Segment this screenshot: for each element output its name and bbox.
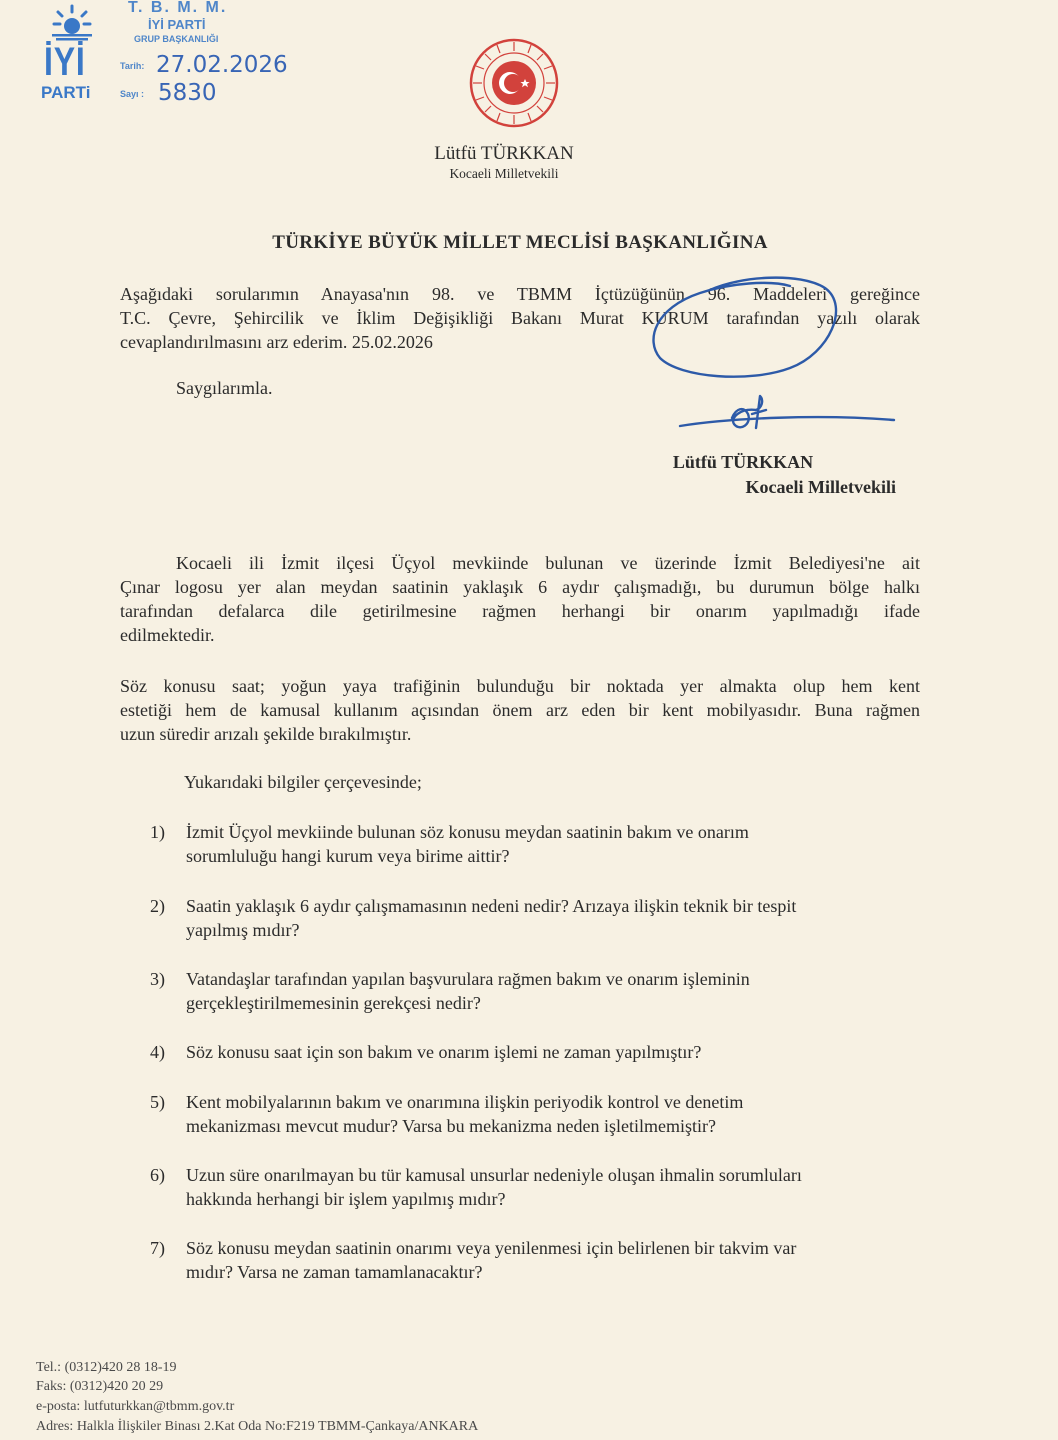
question-text: Vatandaşlar tarafından yapılan başvurulara rağmen bakım ve onarım işleminin — [186, 969, 750, 989]
question-text: Söz konusu saat için son bakım ve onarım işlemi ne zaman yapılmıştır? — [186, 1042, 702, 1062]
body-line: tarafından defalarca dile getirilmesine rağmen herhangi bir onarım yapılmadığı ifade — [120, 601, 920, 621]
question-text: sorumluluğu hangi kurum veya birime aittir? — [186, 846, 510, 866]
header-role: Kocaeli Milletvekili — [449, 166, 559, 181]
body-line: uzun süredir arızalı şekilde bırakılmıştır. — [120, 724, 412, 744]
question-text: Kent mobilyalarının bakım ve onarımına ilişkin periyodik kontrol ve denetim — [186, 1092, 744, 1112]
question-text: Uzun süre onarılmayan bu tür kamusal unsurlar nedeniyle oluşan ihmalin sorumluları — [186, 1165, 802, 1185]
question-text: yapılmış mıdır? — [186, 920, 300, 940]
stamp-date-value: 27.02.2026 — [156, 52, 288, 78]
stamp-tbmm: T. B. M. M. — [128, 0, 228, 16]
body-line: Çınar logosu yer alan meydan saatinin yaklaşık 6 aydır çalışmadığı, bu durumun bölge halkı — [120, 577, 920, 597]
party-logo-subtext: PARTi — [41, 83, 91, 102]
stamp-party-name: İYİ PARTİ — [148, 17, 206, 32]
question-text: İzmit Üçyol mevkiinde bulunan söz konusu meydan saatinin bakım ve onarım — [186, 822, 749, 842]
header-name: Lütfü TÜRKKAN — [434, 143, 574, 164]
intro-line: Aşağıdaki sorularımın Anayasa'nın 98. ve TBMM İçtüzüğünün 96. Maddeleri gereğince — [120, 284, 920, 304]
tbmm-emblem-icon — [469, 38, 559, 128]
question-text: mekanizması mevcut mudur? Varsa bu mekanizma neden işletilmemiştir? — [186, 1116, 717, 1136]
question-number: 7) — [150, 1238, 165, 1258]
question-number: 5) — [150, 1092, 165, 1112]
question-number: 4) — [150, 1042, 165, 1062]
questions-lead: Yukarıdaki bilgiler çerçevesinde; — [184, 772, 422, 792]
intro-line: cevaplandırılmasını arz ederim. 25.02.2026 — [120, 332, 433, 352]
question-number: 2) — [150, 896, 165, 916]
body-paragraph-1 — [120, 551, 920, 647]
greeting: Saygılarımla. — [176, 378, 273, 398]
intro-line: T.C. Çevre, Şehircilik ve İklim Değişikliği Bakanı Murat KURUM tarafından yazılı olarak — [120, 308, 920, 328]
body-line: estetiği hem de kamusal kullanım açısından önem arz eden bir kent mobilyasıdır. Buna rağmen — [120, 700, 920, 720]
document-title: TÜRKİYE BÜYÜK MİLLET MECLİSİ BAŞKANLIĞINA — [272, 232, 768, 253]
tbmm-emblem — [469, 38, 559, 128]
question-text: hakkında herhangi bir işlem yapılmış mıdır? — [186, 1189, 506, 1209]
question-text: gerçekleştirilmemesinin gerekçesi nedir? — [186, 993, 481, 1013]
party-logo-text: İYİ — [44, 40, 86, 84]
body-paragraph-2 — [120, 674, 920, 746]
footer-fax: Faks: (0312)420 20 29 — [36, 1379, 164, 1394]
question-text: mıdır? Varsa ne zaman tamamlanacaktır? — [186, 1262, 483, 1282]
question-text: Söz konusu meydan saatinin onarımı veya yenilenmesi için belirlenen bir takvim var — [186, 1238, 797, 1258]
stamp-group: GRUP BAŞKANLIĞI — [134, 34, 219, 44]
sun-icon — [52, 4, 92, 42]
iyi-parti-logo — [38, 4, 100, 104]
footer-phone: Tel.: (0312)420 28 18-19 — [36, 1360, 177, 1375]
footer-address: Adres: Halkla İlişkiler Binası 2.Kat Oda No:F219 TBMM-Çankaya/ANKARA — [36, 1419, 479, 1434]
signature-role: Kocaeli Milletvekili — [745, 477, 896, 497]
question-number: 6) — [150, 1165, 165, 1185]
signature-name: Lütfü TÜRKKAN — [672, 452, 814, 472]
handwritten-signature — [640, 268, 910, 443]
question-number: 3) — [150, 969, 165, 989]
body-line: edilmektedir. — [120, 625, 215, 645]
stamp-date-label: Tarih: — [120, 61, 145, 71]
body-line: Söz konusu saat; yoğun yaya trafiğinin bulunduğu bir noktada yer almakta olup hem kent — [120, 676, 920, 696]
question-text: Saatin yaklaşık 6 aydır çalışmamasının nedeni nedir? Arızaya ilişkin teknik bir tespit — [186, 896, 797, 916]
stamp-number-value: 5830 — [158, 80, 217, 106]
body-line: Kocaeli ili İzmit ilçesi Üçyol mevkiinde bulunan ve üzerinde İzmit Belediyesi'ne ait — [176, 553, 920, 573]
footer-email: e-posta: lutfuturkkan@tbmm.gov.tr — [36, 1399, 235, 1414]
question-number: 1) — [150, 822, 165, 842]
stamp-number-label: Sayı : — [120, 89, 145, 99]
